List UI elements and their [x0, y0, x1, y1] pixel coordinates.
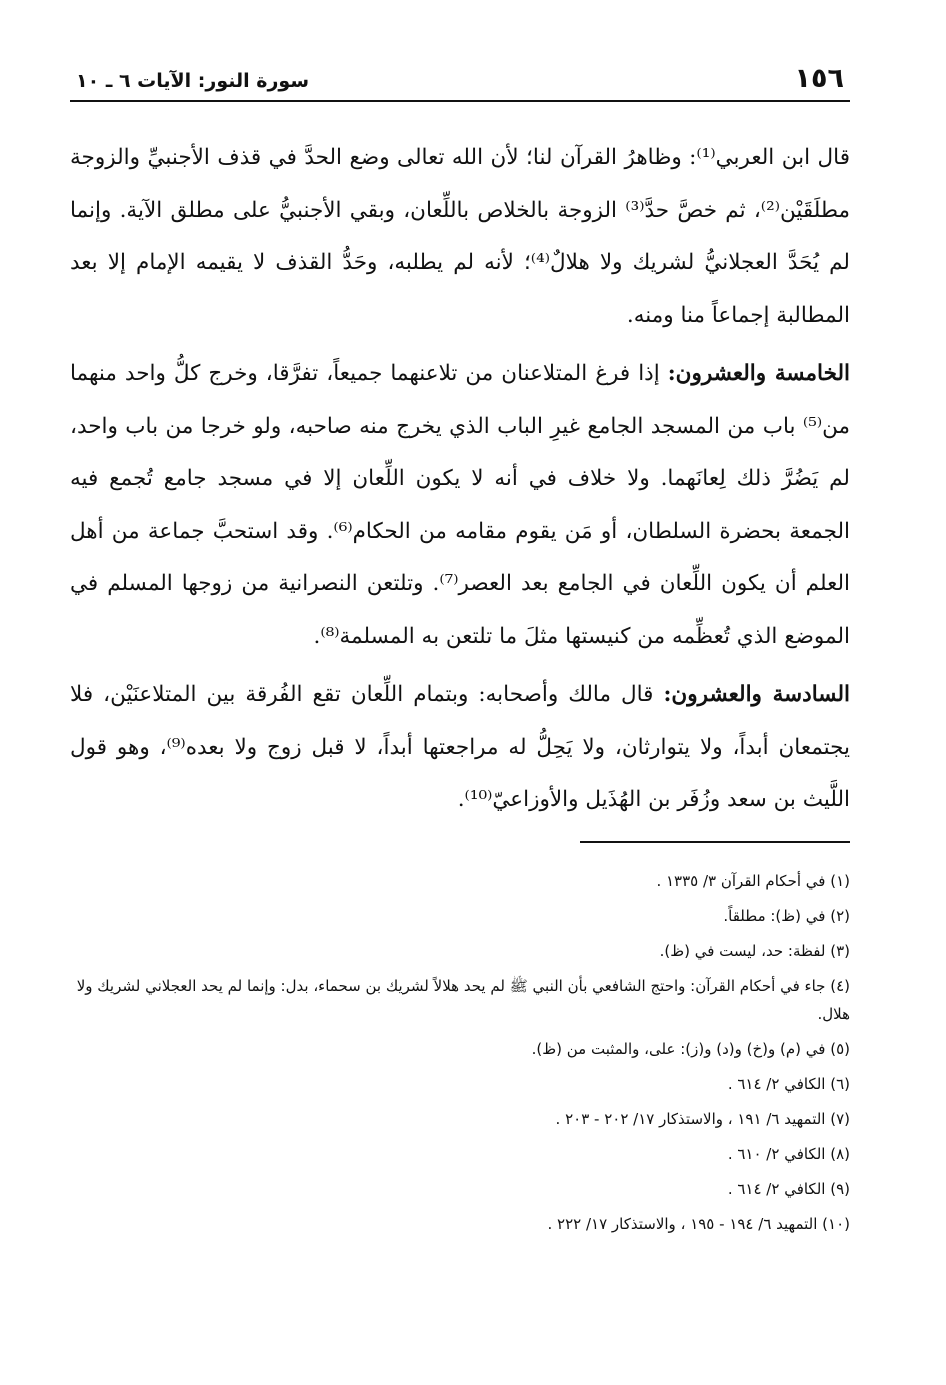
main-text: [70, 132, 850, 827]
footnote-item: (٢) في (ظ): مطلقاً.: [723, 906, 850, 925]
page-number: ١٥٦: [794, 63, 844, 94]
footnote-item: (٩) الكافي ٢/ ٦١٤ .: [727, 1179, 850, 1198]
paragraph-twenty-sixth: [70, 669, 850, 827]
paragraph-twenty-fifth: [70, 348, 850, 663]
footnote-item: (٧) التمهيد ٦/ ١٩١ ، والاستذكار ١٧/ ٢٠٢ - ٢٠٣ .: [555, 1109, 850, 1128]
footnote-item: (٨) الكافي ٢/ ٦١٠ .: [727, 1144, 850, 1163]
footnote-item: (١٠) التمهيد ٦/ ١٩٤ - ١٩٥ ، والاستذكار ١٧/ ٢٢٢ .: [547, 1214, 850, 1233]
paragraph-heading: السادسة والعشرون:: [663, 682, 850, 707]
footnote-divider: [580, 841, 850, 843]
paragraph-body: قال ابن العربي⁽¹⁾: وظاهرُ القرآن لنا؛ لأن الله تعالى وضع الحدَّ في قذف الأجنبيِّ والزوجة مطلَقَيْن⁽²⁾، ثم خصَّ حدَّ⁽³⁾ الزوجة بالخلاص باللِّعان، وبقي الأجنبيُّ على مطلق الآية. وإنما لم يُحَدَّ العجلانيُّ لشريك ولا هلالٌ⁽⁴⁾؛ لأنه لم يطلبه، وحَدُّ القذف لا يقيمه الإمام إلا بعد المطالبة إجماعاً منا ومنه.: [70, 145, 850, 328]
footnote-item: (٣) لفظة: حد، ليست في (ظ).: [659, 941, 850, 960]
footnote-item: (٤) جاء في أحكام القرآن: واحتج الشافعي بأن النبي ﷺ لم يحد هلالاً لشريك بن سحماء، بدل: وإنما لم يحد العجلاني لشريك ولا هلال.: [76, 976, 850, 1023]
running-title: سورة النور: الآيات ٦ ـ ١٠: [76, 70, 310, 92]
running-head: [70, 60, 850, 102]
footnote-item: (٥) في (م) و(خ) و(د) و(ز): على، والمثبت من (ظ).: [531, 1039, 850, 1058]
paragraph-body: إذا فرغ المتلاعنان من تلاعنهما جميعاً، تفرَّقا، وخرج كلُّ واحد منهما من⁽⁵⁾ باب من المسجد الجامع غيرِ الباب الذي يخرج منه صاحبه، ولو خرجا من باب واحد، لم يَضُرَّ ذلك لِعانَهما. ولا خلاف في أنه لا يكون اللِّعان إلا في مسجد جامع تُجمع فيه الجمعة بحضرة السلطان، أو مَن يقوم مقامه من الحكام⁽⁶⁾. وقد استحبَّ جماعة من أهل العلم أن يكون اللِّعان في الجامع بعد العصر⁽⁷⁾. وتلتعن النصرانية من زوجها المسلم في الموضع الذي تُعظِّمه من كنيستها مثلَ ما تلتعن به المسلمة⁽⁸⁾.: [70, 361, 851, 649]
paragraph-body: قال مالك وأصحابه: وبتمام اللِّعان تقع الفُرقة بين المتلاعنَيْن، فلا يجتمعان أبداً، ولا يتوارثان، ولا يَحِلُّ له مراجعتها أبداً، لا قبل زوج ولا بعده⁽⁹⁾، وهو قول اللَّيث بن سعد وزُفَر بن الهُذَيل والأوزاعيّ⁽¹⁰⁾.: [70, 682, 850, 812]
footnotes: [70, 867, 850, 1238]
paragraph-ibn-al-arabi: [70, 132, 850, 342]
footnote-item: (١) في أحكام القرآن ٣/ ١٣٣٥ .: [656, 871, 850, 890]
footnote-item: (٦) الكافي ٢/ ٦١٤ .: [727, 1074, 850, 1093]
paragraph-heading: الخامسة والعشرون:: [667, 361, 850, 386]
book-page: [70, 60, 850, 1245]
